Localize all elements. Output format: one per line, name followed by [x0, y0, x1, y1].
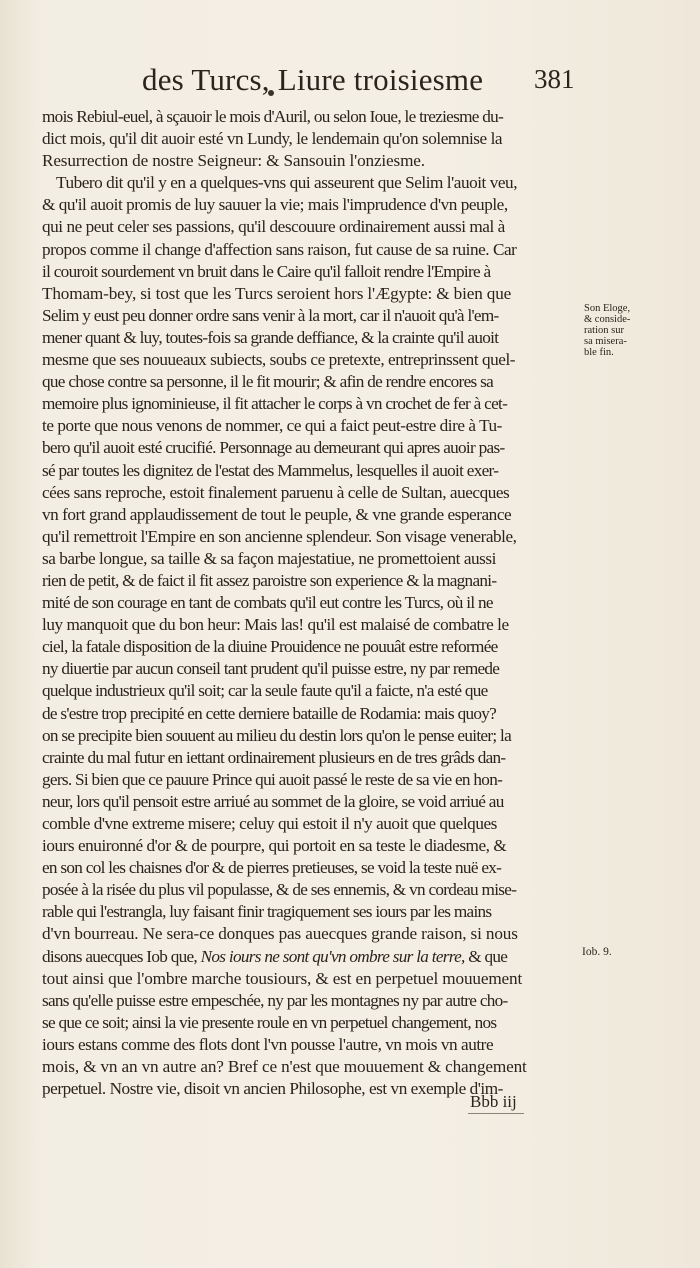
- text-line: Tubero dit qu'il y en a quelques-vns qui asseurent que Selim l'auoit veu,: [56, 173, 518, 193]
- text-line: te porte que nous venons de nommer, ce qui a faict peut-estre dire à Tu-: [42, 416, 502, 436]
- margin-note-eloge: [584, 303, 630, 358]
- margin-note-line: & conside-: [584, 314, 631, 325]
- body-text: [42, 106, 582, 1100]
- text-line: que chose contre sa personne, il le fit mourir; & afin de rendre encores sa: [42, 372, 493, 392]
- text-line: & qu'il auoit promis de luy sauuer la vie; mais l'imprudence d'vn peuple,: [42, 195, 508, 215]
- page-number: 381: [534, 64, 575, 94]
- text-line: ciel, la fatale disposition de la diuine Prouidence ne pouuât estre reformée: [42, 637, 498, 657]
- text-line: sa barbe longue, sa taille & sa façon majestatiue, ne promettoient aussi: [42, 548, 496, 568]
- margin-note-line: ble fin.: [584, 347, 614, 358]
- text-line: comble d'vne extreme misere; celuy qui estoit il n'y auoit que quelques: [42, 814, 497, 833]
- text-line: mité de son courage en tant de combats qu'il eut contre les Turcs, où il ne: [42, 593, 493, 613]
- signature-rule: [468, 1113, 524, 1114]
- italic-quote: Nos iours ne sont qu'vn ombre sur la terre,: [200, 946, 465, 966]
- text-line: quelque industrieux qu'il soit; car la seule faute qu'il a faicte, n'a esté que: [42, 681, 488, 701]
- text-line: il couroit sourdement vn bruit dans le Caire qu'il falloit rendre l'Empire à: [42, 261, 491, 281]
- text-line: dict mois, qu'il dit auoir esté vn Lundy, le lendemain qu'on solemnise la: [42, 129, 503, 149]
- text-line: memoire plus ignominieuse, il fit attacher le corps à vn crochet de fer à cet-: [42, 394, 508, 414]
- text-line: tout ainsi que l'ombre marche tousiours, & est en perpetuel mouuement: [42, 968, 523, 988]
- text-line: Resurrection de nostre Seigneur: & Sansouin l'onziesme.: [42, 151, 425, 171]
- text-line: qu'il remettroit l'Empire en son ancienne splendeur. Son visage venerable,: [42, 526, 517, 546]
- text-line: iours estans comme des flots dont l'vn pousse l'autre, vn mois vn autre: [42, 1034, 494, 1054]
- margin-note-line: Son Eloge,: [584, 303, 631, 314]
- text-line: mesme que ses nouueaux subiects, soubs ce pretexte, entreprinssent quel-: [42, 350, 516, 370]
- signature-mark: Bbb iij: [470, 1092, 517, 1111]
- text-line: de s'estre trop precipité en cette derniere bataille de Rodamia: mais quoy?: [42, 703, 497, 723]
- text-line: mois Rebiul-euel, à sçauoir le mois d'Auril, ou selon Ioue, le treziesme du-: [42, 107, 504, 126]
- margin-note-job: [582, 947, 612, 958]
- text-line: sans qu'elle puisse estre empeschée, ny par les montagnes ny par autre cho-: [42, 990, 508, 1010]
- text-line: on se precipite bien souuent au milieu du destin lors qu'on le pense euiter; la: [42, 725, 512, 745]
- text-line: en son col les chaisnes d'or & de pierres pretieuses, se void la teste nuë ex-: [42, 858, 502, 878]
- text-line: propos comme il change d'affection sans raison, fut cause de sa ruine. Car: [42, 239, 517, 259]
- text-line: Selim y eust peu donner ordre sans venir à la mort, car il n'auoit qu'à l'em-: [42, 305, 499, 325]
- text-line: ny diuertie par aucun conseil tant prudent qu'il puisse estre, ny par remede: [42, 659, 500, 679]
- text-line: disons auecques Iob que, Nos iours ne sont qu'vn ombre sur la terre, & que: [42, 946, 508, 966]
- text-line: vn fort grand applaudissement de tout le peuple, & vne grande esperance: [42, 504, 512, 524]
- text-line: rable qui l'estrangla, luy faisant finir tragiquement ses iours par les mains: [42, 902, 492, 922]
- text-line: luy manquoit que du bon heur: Mais las! qu'il est malaisé de combatre le: [42, 615, 509, 635]
- margin-note-line: Iob. 9.: [582, 946, 612, 958]
- margin-note-line: sa misera-: [584, 336, 627, 347]
- margin-note-line: ration sur: [584, 325, 624, 336]
- text-line: perpetuel. Nostre vie, disoit vn ancien Philosophe, est vn exemple d'im-: [42, 1079, 503, 1099]
- text-line: gers. Si bien que ce pauure Prince qui auoit passé le reste de sa vie en hon-: [42, 769, 503, 789]
- text-line: mener quant & luy, toutes-fois sa grande deffiance, & la crainte qu'il auoit: [42, 327, 499, 347]
- text-line: neur, lors qu'il pensoit estre arriué au sommet de la gloire, se void arriué au: [42, 791, 504, 811]
- text-line: cées sans reproche, estoit finalement paruenu à celle de Sultan, auecques: [42, 482, 510, 502]
- text-line: sé par toutes les dignitez de l'estat des Mammelus, lesquelles il auoit exer-: [42, 460, 499, 480]
- text-line: posée à la risée du plus vil populasse, & de ses ennemis, & vn cordeau mise-: [42, 880, 517, 900]
- text-line: crainte du mal futur en iettant ordinairement plusieurs en de tres grâds dan-: [42, 747, 506, 767]
- text-line: iours enuironné d'or & de pourpre, qui portoit en sa teste le diadesme, &: [42, 836, 507, 856]
- text-line: Thomam-bey, si tost que les Turcs seroient hors l'Ægypte: & bien que: [42, 283, 512, 303]
- text-line: rien de petit, & de faict il fit assez paroistre son experience & la magnani-: [42, 570, 497, 590]
- text-line: qui ne peut celer ses passions, qu'il descouure ordinairement aussi mal à: [42, 217, 505, 237]
- page-header: [0, 62, 700, 106]
- running-title: des Turcs, Liure troisiesme: [142, 62, 484, 97]
- text-line: bero qu'il auoit esté crucifié. Personnage au demeurant qui apres auoir pas-: [42, 438, 505, 458]
- text-line: d'vn bourreau. Ne sera-ce donques pas auecques grande raison, si nous: [42, 924, 518, 944]
- text-line: mois, & vn an vn autre an? Bref ce n'est que mouuement & changement: [42, 1057, 527, 1077]
- text-line: se que ce soit; ainsi la vie presente roule en vn perpetuel changement, nos: [42, 1012, 497, 1032]
